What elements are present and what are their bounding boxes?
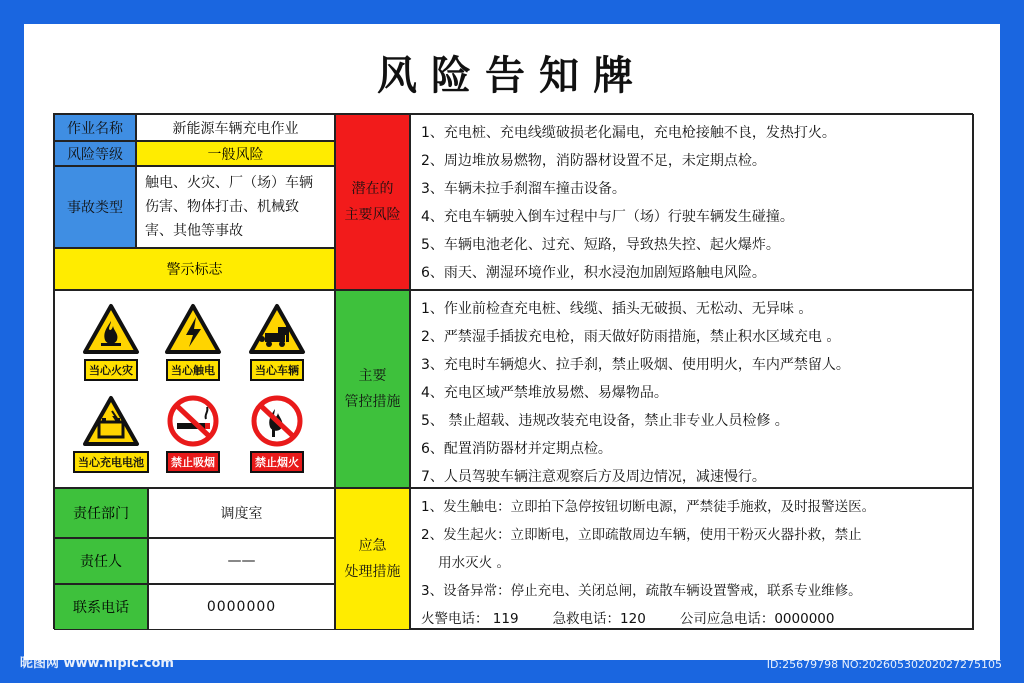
emergency-label-line2: 处理措施 xyxy=(344,564,401,580)
accident-type-value: 触电、火灾、厂（场）车辆伤害、物体打击、机械致害、其他等事故 xyxy=(136,166,335,248)
measure-item: 6、配置消防器材并定期点检。 xyxy=(421,441,612,457)
person-value: —— xyxy=(148,538,335,584)
measure-item: 5、 禁止超载、违规改装充电设备，禁止非专业人员检修 。 xyxy=(421,413,789,429)
electric-shock-warning-icon xyxy=(164,303,222,355)
sign-no-smoking xyxy=(153,395,233,473)
measures-label-line1: 主要 xyxy=(358,368,387,384)
no-smoking-icon xyxy=(164,395,222,447)
sign-label: 当心触电 xyxy=(166,359,220,381)
measure-item: 3、充电时车辆熄火、拉手刹，禁止吸烟、使用明火，车内严禁留人。 xyxy=(421,357,850,373)
risks-label-line1: 潜在的 xyxy=(351,181,394,197)
measure-item: 2、严禁湿手插拔充电枪，雨天做好防雨措施，禁止积水区域充电 。 xyxy=(421,329,841,345)
measure-item: 1、作业前检查充电桩、线缆、插头无破损、无松动、无异味 。 xyxy=(421,301,813,317)
sign-label: 禁止吸烟 xyxy=(166,451,220,473)
measures-label-line2: 管控措施 xyxy=(344,394,401,410)
sign-no-fire xyxy=(237,395,317,473)
risk-item: 3、车辆未拉手刹溜车撞击设备。 xyxy=(421,181,626,197)
ambulance-phone: 急救电话：120 xyxy=(552,611,646,627)
measure-item: 4、充电区域严禁堆放易燃、易爆物品。 xyxy=(421,385,668,401)
fire-phone: 火警电话： 119 xyxy=(421,611,519,627)
fire-warning-icon xyxy=(82,303,140,355)
measures-list xyxy=(410,290,974,488)
risk-item: 1、充电桩、充电线缆破损老化漏电，充电枪接触不良，发热打火。 xyxy=(421,125,836,141)
risks-list xyxy=(410,114,974,290)
phone-label: 联系电话 xyxy=(54,584,148,630)
risk-level-value: 一般风险 xyxy=(136,141,335,166)
emergency-list xyxy=(410,488,974,630)
risks-section-label xyxy=(335,114,410,290)
risks-label-line2: 主要风险 xyxy=(344,207,401,223)
emergency-item: 1、发生触电：立即拍下急停按钮切断电源，严禁徒手施救，及时报警送医。 xyxy=(421,499,876,515)
watermark-right: ID:25679798 NO:20260530202027275105 xyxy=(766,658,1002,671)
risk-item: 2、周边堆放易燃物，消防器材设置不足，未定期点检。 xyxy=(421,153,766,169)
warning-signs-area xyxy=(54,290,335,488)
battery-warning-icon xyxy=(82,395,140,447)
sign-label: 禁止烟火 xyxy=(250,451,304,473)
dept-value: 调度室 xyxy=(148,488,335,538)
risk-item: 6、雨天、潮湿环境作业，积水浸泡加剧短路触电风险。 xyxy=(421,265,766,281)
company-phone: 公司应急电话：0000000 xyxy=(679,611,835,627)
sign-battery xyxy=(71,395,151,473)
work-name-label: 作业名称 xyxy=(54,114,136,141)
no-fire-icon xyxy=(248,395,306,447)
sign-label: 当心火灾 xyxy=(84,359,138,381)
measures-section-label xyxy=(335,290,410,488)
accident-type-label: 事故类型 xyxy=(54,166,136,248)
sign-label: 当心车辆 xyxy=(250,359,304,381)
phone-value: 0000000 xyxy=(148,584,335,630)
risk-level-label: 风险等级 xyxy=(54,141,136,166)
risk-table xyxy=(53,113,973,629)
measure-item: 7、人员驾驶车辆注意观察后方及周边情况，减速慢行。 xyxy=(421,469,766,485)
emergency-item: 2、发生起火：立即断电，立即疏散周边车辆，使用干粉灭火器扑救，禁止 xyxy=(421,527,862,543)
risk-item: 5、车辆电池老化、过充、短路，导致热失控、起火爆炸。 xyxy=(421,237,780,253)
warning-signs-header: 警示标志 xyxy=(54,248,335,290)
emergency-section-label xyxy=(335,488,410,630)
sign-electric xyxy=(153,303,233,381)
risk-item: 4、充电车辆驶入倒车过程中与厂（场）行驶车辆发生碰撞。 xyxy=(421,209,794,225)
watermark-left: 昵图网 www.nipic.com xyxy=(20,656,174,671)
emergency-label-line1: 应急 xyxy=(358,538,387,554)
person-label: 责任人 xyxy=(54,538,148,584)
emergency-item: 用水灭火 。 xyxy=(421,555,510,571)
vehicle-warning-icon xyxy=(248,303,306,355)
work-name-value: 新能源车辆充电作业 xyxy=(136,114,335,141)
sign-vehicle xyxy=(237,303,317,381)
page-title: 风险告知牌 xyxy=(377,53,647,99)
emergency-item: 3、设备异常：停止充电、关闭总闸，疏散车辆设置警戒，联系专业维修。 xyxy=(421,583,862,599)
sign-fire xyxy=(71,303,151,381)
sign-label: 当心充电电池 xyxy=(73,451,149,473)
emergency-phones xyxy=(421,605,973,633)
dept-label: 责任部门 xyxy=(54,488,148,538)
